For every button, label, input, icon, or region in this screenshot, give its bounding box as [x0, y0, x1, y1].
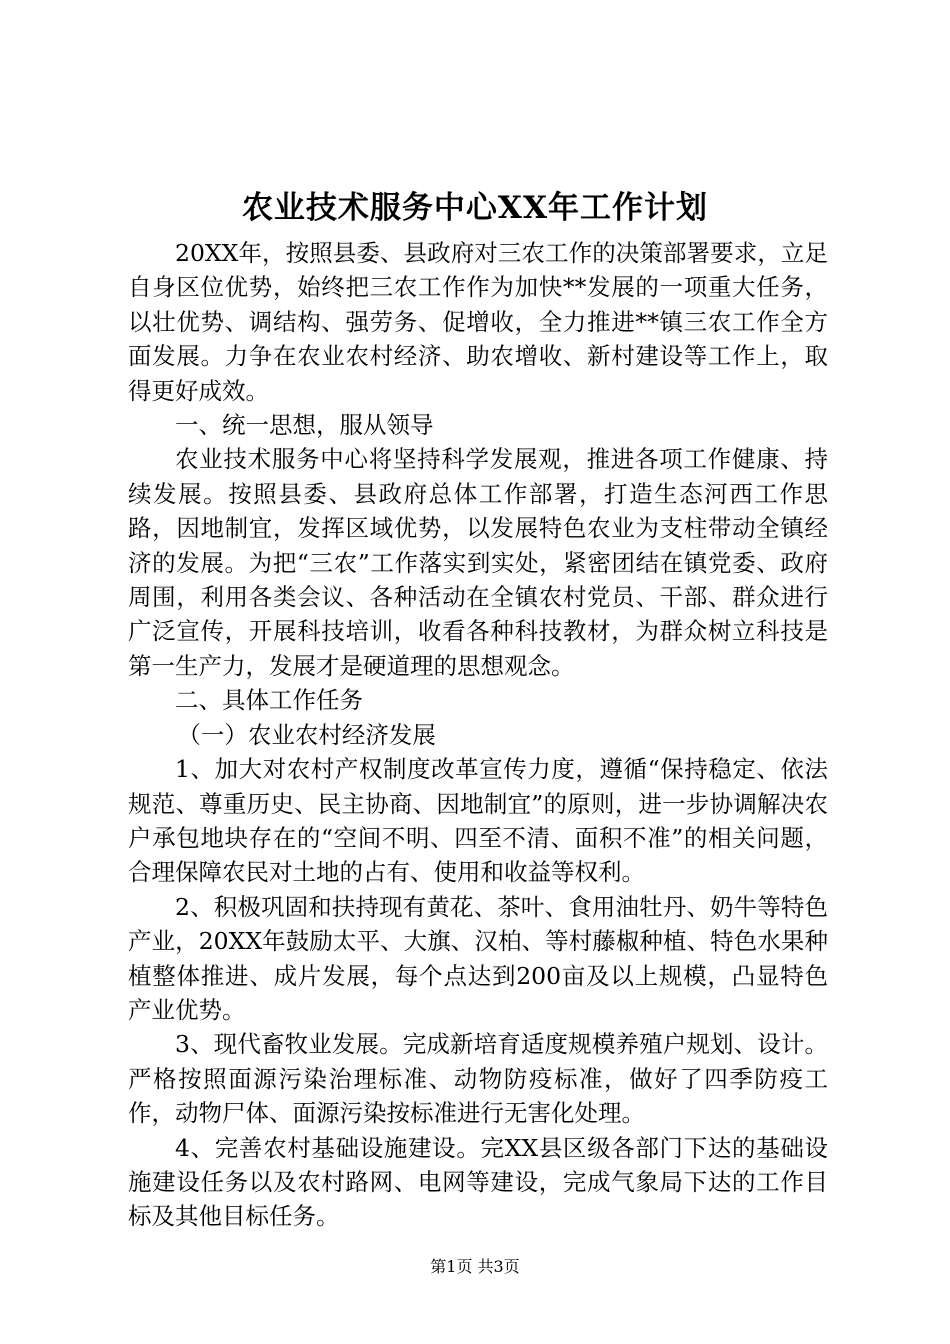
section-1-heading: 一、统一思想，服从领导: [175, 411, 434, 440]
list-item: 3、现代畜牧业发展。完成新培育适度规模养殖户规划、设计。严格按照面源污染治理标准、动物防疫标准，做好了四季防疫工作，动物尸体、面源污染按标准进行无害化处理。: [128, 1030, 828, 1128]
document-body: [128, 236, 828, 1234]
document-title: 农业技术服务中心XX年工作计划: [241, 190, 709, 226]
list-item: 4、完善农村基础设施建设。完XX县区级各部门下达的基础设施建设任务以及农村路网、电网等建设，完成气象局下达的工作目标及其他目标任务。: [128, 1133, 828, 1231]
section-2-heading: 二、具体工作任务: [175, 686, 363, 715]
subsection-1-heading: （一）农业农村经济发展: [177, 720, 436, 749]
page-footer: 第1页 共3页: [430, 1257, 520, 1276]
section-1-paragraph: 农业技术服务中心将坚持科学发展观，推进各项工作健康、持续发展。按照县委、县政府总体工作部署，打造生态河西工作思路，因地制宜，发挥区域优势，以发展特色农业为支柱带动全镇经济的发展。为把“三农”工作落实到实处，紧密团结在镇党委、政府周围，利用各类会议、各种活动在全镇农村党员、干部、群众进行广泛宣传，开展科技培训，收看各种科技教材，为群众树立科技是第一生产力，发展才是硬道理的思想观念。: [128, 445, 828, 680]
list-item: 1、加大对农村产权制度改革宣传力度，遵循“保持稳定、依法规范、尊重历史、民主协商、因地制宜”的原则，进一步协调解决农户承包地块存在的“空间不明、四至不清、面积不准”的相关问题，合理保障农民对土地的占有、使用和收益等权利。: [128, 755, 828, 887]
list-item: 2、积极巩固和扶持现有黄花、茶叶、食用油牡丹、奶牛等特色产业，20XX年鼓励太平、大旗、汉柏、等村藤椒种植、特色水果种植整体推进、成片发展，每个点达到200亩及以上规模，凸显特色产业优势。: [128, 892, 828, 1024]
intro-paragraph: 20XX年，按照县委、县政府对三农工作的决策部署要求，立足自身区位优势，始终把三农工作作为加快**发展的一项重大任务，以壮优势、调结构、强劳务、促增收，全力推进**镇三农工作全方面发展。力争在农业农村经济、助农增收、新村建设等工作上，取得更好成效。: [128, 239, 828, 405]
